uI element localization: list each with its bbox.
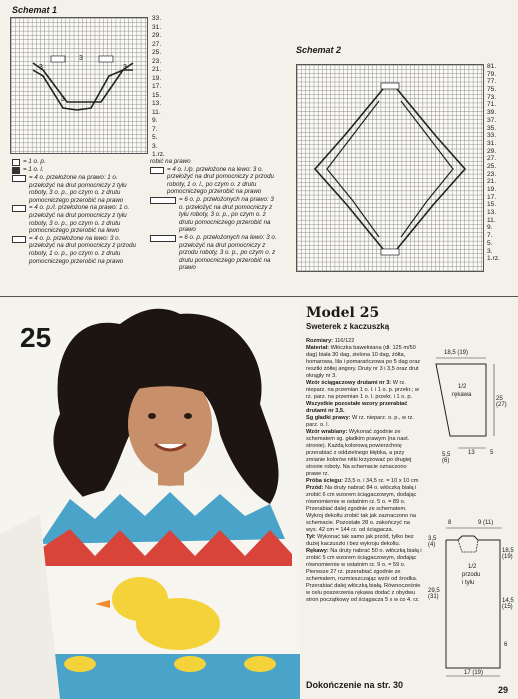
schemat-2-row-numbers: 81. 79. 77. 75. 73. 71. 39. 37. 35. 33. 31. 29. 27. 25. 23. 21. 19. 17. 15. 13. 11. 9. 7. 5. 3. 1.rz. [487, 63, 500, 263]
model-number: 25 [20, 322, 52, 353]
paragraph: Wszystkie pozostałe wzory przerabiać drutami nr 3,5. [306, 401, 408, 414]
cable-left-purl-icon [150, 167, 164, 174]
schemat-1-title: Schemat 1 [12, 5, 58, 15]
schemat-1-pattern [11, 18, 147, 153]
legend-item: = 6 o. p. przełożonych na lewo: 3 o. przełożyć na drut pomocniczy z przodu roboty, 3 o. p., po czym o. z drutu pomocniczego przerobić na prawo [150, 234, 278, 272]
paragraph: Materiał: Włóczka bawełniana (dł. 125 m/50 dag) biała 30 dag, zielona 10 dag, żółta, homarowa, lila i pomarańczowa po 5 dag oraz resztki żółtej angory. Druty nr 3 i 3,5 oraz drut okrągły nr 3. [306, 345, 421, 379]
model-photo [0, 304, 300, 699]
legend-item: = 1 o. p. [12, 158, 140, 166]
legend-column-1 [12, 158, 140, 265]
paragraph: Sg gładki prawy: W rz. nieparz. o. p., w rz. parz. o. l. [306, 415, 414, 428]
cable-left-icon [12, 236, 26, 243]
legend-item: = 4 o. p. przełożone na lewo: 3 o. przełożyć na drut pomocniczy z przodu roboty, 1 o. p., po czym o. z drutu pomocniczego przerobić na prawo [12, 235, 140, 265]
sleeve-length-measure: 25 (27) [496, 396, 507, 408]
paragraph: Próba ściegu: 23,5 o. i 34,5 rz. = 10 x 10 cm [306, 478, 419, 484]
sleeve-bottom-measure: 13 [468, 450, 475, 456]
continuation-note: Dokończenie na str. 30 [306, 680, 404, 690]
legend-item: = 1 o. l. [12, 166, 140, 174]
legend-item: robić na prawo [150, 158, 191, 165]
purl-symbol-icon [12, 167, 20, 174]
legend-column-2 [150, 158, 278, 272]
sleeve-cuff-measure: 5,5 (6) [442, 452, 451, 464]
body-width-measure: 17 (19) [464, 670, 484, 676]
body-neck-depth-measure: 3,5 (4) [428, 536, 437, 548]
paragraph: Wzór ściągaczowy drutami nr 3: W rz. nieparz. na przemian 1 o. l. i 1 o. p. przekr.; w rz. parz. na przemian 1 o. l. przekr. i 1 o. p. [306, 380, 419, 400]
cable-6-right-icon [150, 197, 176, 204]
schemat-2-pattern [297, 65, 483, 271]
grid-mark: 3 [79, 55, 83, 62]
body-rib-measure: 6 [504, 642, 508, 648]
instructions [306, 338, 422, 604]
model-title: Model 25 [306, 305, 380, 321]
section-divider [0, 296, 518, 297]
cable-right-icon [12, 175, 26, 182]
body-diagram [428, 518, 516, 680]
cable-right-purl-icon [12, 205, 26, 212]
sleeve-label: 1/2 [458, 384, 467, 390]
sleeve-rib-measure: 5 [490, 450, 494, 456]
page-number: 29 [498, 685, 509, 695]
legend-item: = 6 o. p. przełożonych na prawo: 3 o. przełożyć na drut pomocniczy z tyłu roboty, 3 o. p., po czym o. z drutu pomocniczego przerobić na prawo [150, 196, 278, 234]
body-label: przodu [462, 572, 481, 578]
paragraph: Wzór wrabiany: Wykonać zgodnie ze schematem sg. gładkim prawym (na nast. stronie). Każdą kolorową powierzchnię przerabiać z oddzielnego kłębka, a przy zmianie kolorów nitki krzyżować po drugiej stronie roboty. Na schemacie oznaczono prawe rz. [306, 429, 412, 477]
sleeve-label: rękawa [452, 392, 472, 398]
paragraph: Tył: Wykonać tak samo jak przód, tylko bez dużej kaczuszki i bez wykroju dekoltu. [306, 534, 414, 547]
schemat-1-grid [10, 17, 148, 154]
paragraph: Rozmiary: 116/122 [306, 338, 355, 344]
body-side-measure: 14,5 (15) [502, 598, 514, 610]
body-neck-measure: 8 [448, 520, 452, 526]
body-shoulder-measure: 9 (11) [478, 520, 494, 526]
schemat-2-title: Schemat 2 [296, 45, 342, 55]
sleeve-diagram [428, 340, 516, 480]
schemat-2-grid [296, 64, 484, 272]
paragraph: Przód: Na druty nabrać 84 o. włóczką białą i zrobić 6 cm wzorem ściągaczowym, dodając równomiernie w ostatnim rz. 5 o. = 89 o. Przerabiać dalej zgodnie ze schematem. Wykroj dekoltu zrobić tak jak zaznaczono na schemacie. Pozostałe 28 o. zakończyć na wys. 42 cm = 144 rz. od ściągacza. [306, 485, 417, 533]
body-label: i tyłu [462, 580, 475, 586]
grid-mark: 3 [39, 64, 43, 71]
child-sweater-illustration [0, 304, 300, 699]
sleeve-top-measure: 18,5 (19) [444, 350, 469, 356]
knit-symbol-icon [12, 159, 20, 166]
grid-mark: 3 [123, 64, 127, 71]
legend-item: = 4 o. przełożone na prawo: 1 o. przełożyć na drut pomocniczy z tyłu roboty, 3 o. p., po czym o. z drutu pomocniczego przerobić na prawo [12, 174, 140, 204]
body-length-measure: 29,5 (31) [428, 588, 440, 600]
paragraph: Rękawy: Na druty nabrać 50 o. włóczką białą i zrobić 5 cm wzorem ściągaczowym, dodając równomiernie w ostatnim rz. 9 o. = 59 o. Pierwsze 27 rz. przerabiać zgodnie ze schematem, rozmieszczając wzór od środka. Przerabiać dalej włóczką białą. Równocześnie w celu poszerzenia rękawa dodać z obydwu stron początkowy od ściągacza 5 x w co 4. rz. [306, 548, 422, 603]
grid-mark: 3 [61, 96, 65, 103]
legend-item: = 4 o. p./l. przełożone na prawo: 1 o. przełożyć na drut pomocniczy z tyłu roboty, 3 o. p., po czym o. z drutu pomocniczego przerobić na lewo [12, 204, 140, 234]
body-label: 1/2 [468, 564, 477, 570]
cable-6-left-icon [150, 235, 176, 242]
legend-item: = 4 o. l./p. przełożone na lewo: 3 o. przełożyć na drut pomocniczy z przodu roboty, 1 o. l., po czym o. z drutu pomocniczego przerobić na prawo [150, 166, 278, 196]
model-subtitle: Sweterek z kaczuszką [306, 322, 390, 331]
body-armhole-measure: 18,5 (19) [502, 548, 514, 560]
schemat-1-row-numbers: 33. 31. 29. 27. 25. 23. 21. 19. 17. 15. 13. 11. 9. 7. 5. 3. 1.rz. [152, 15, 165, 158]
